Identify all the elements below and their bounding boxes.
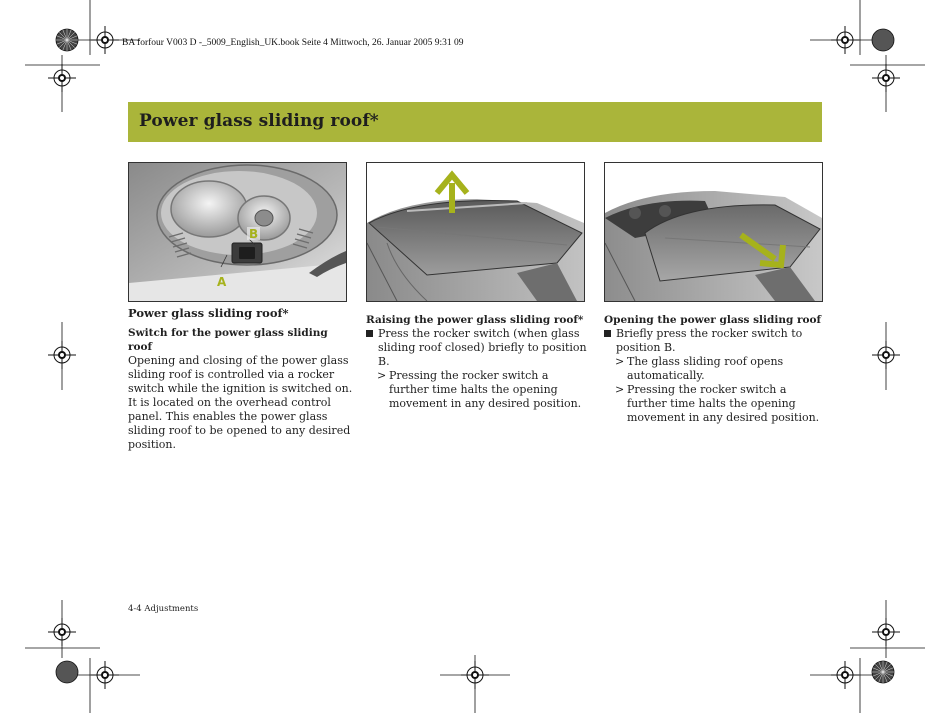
raising-heading: Raising the power glass sliding roof*: [366, 314, 584, 326]
page-title: Power glass sliding roof*: [139, 111, 379, 131]
label-b: B: [249, 227, 259, 241]
section-subheading: Switch for the power glass sliding roof: [128, 327, 328, 353]
overhead-control-panel-illustration: [128, 162, 347, 302]
label-a: A: [217, 275, 227, 289]
raising-step: Press the rocker switch (when glass sliding roof closed) briefly to position B.: [366, 327, 588, 369]
opening-roof-section: [604, 313, 826, 425]
opening-heading: Opening the power glass sliding roof: [604, 314, 822, 326]
raising-roof-section: [366, 313, 588, 411]
opening-result-2: > Pressing the rocker switch a further time halts the opening movement in any desired position.: [604, 383, 826, 425]
title-bar: [128, 102, 822, 142]
section-heading: Power glass sliding roof*: [128, 306, 289, 320]
section-body: Opening and closing of the power glass sliding roof is controlled via a rocker switch while the ignition is switched on. It is located on the overhead control panel. This enables the power glass sliding roof to be opened to any desired position.: [128, 354, 353, 451]
book-info-header: BA forfour V003 D -_5009_English_UK.book Seite 4 Mittwoch, 26. Januar 2005 9:31 09: [122, 38, 464, 48]
opening-roof-illustration: [604, 162, 823, 302]
opening-step: Briefly press the rocker switch to position B.: [604, 327, 826, 355]
opening-result-1: > The glass sliding roof opens automatically.: [604, 355, 826, 383]
switch-description-section: [128, 306, 353, 452]
raising-result: > Pressing the rocker switch a further time halts the opening movement in any desired position.: [366, 369, 588, 411]
page-footer: 4-4 Adjustments: [128, 604, 199, 614]
raising-roof-illustration: [366, 162, 585, 302]
